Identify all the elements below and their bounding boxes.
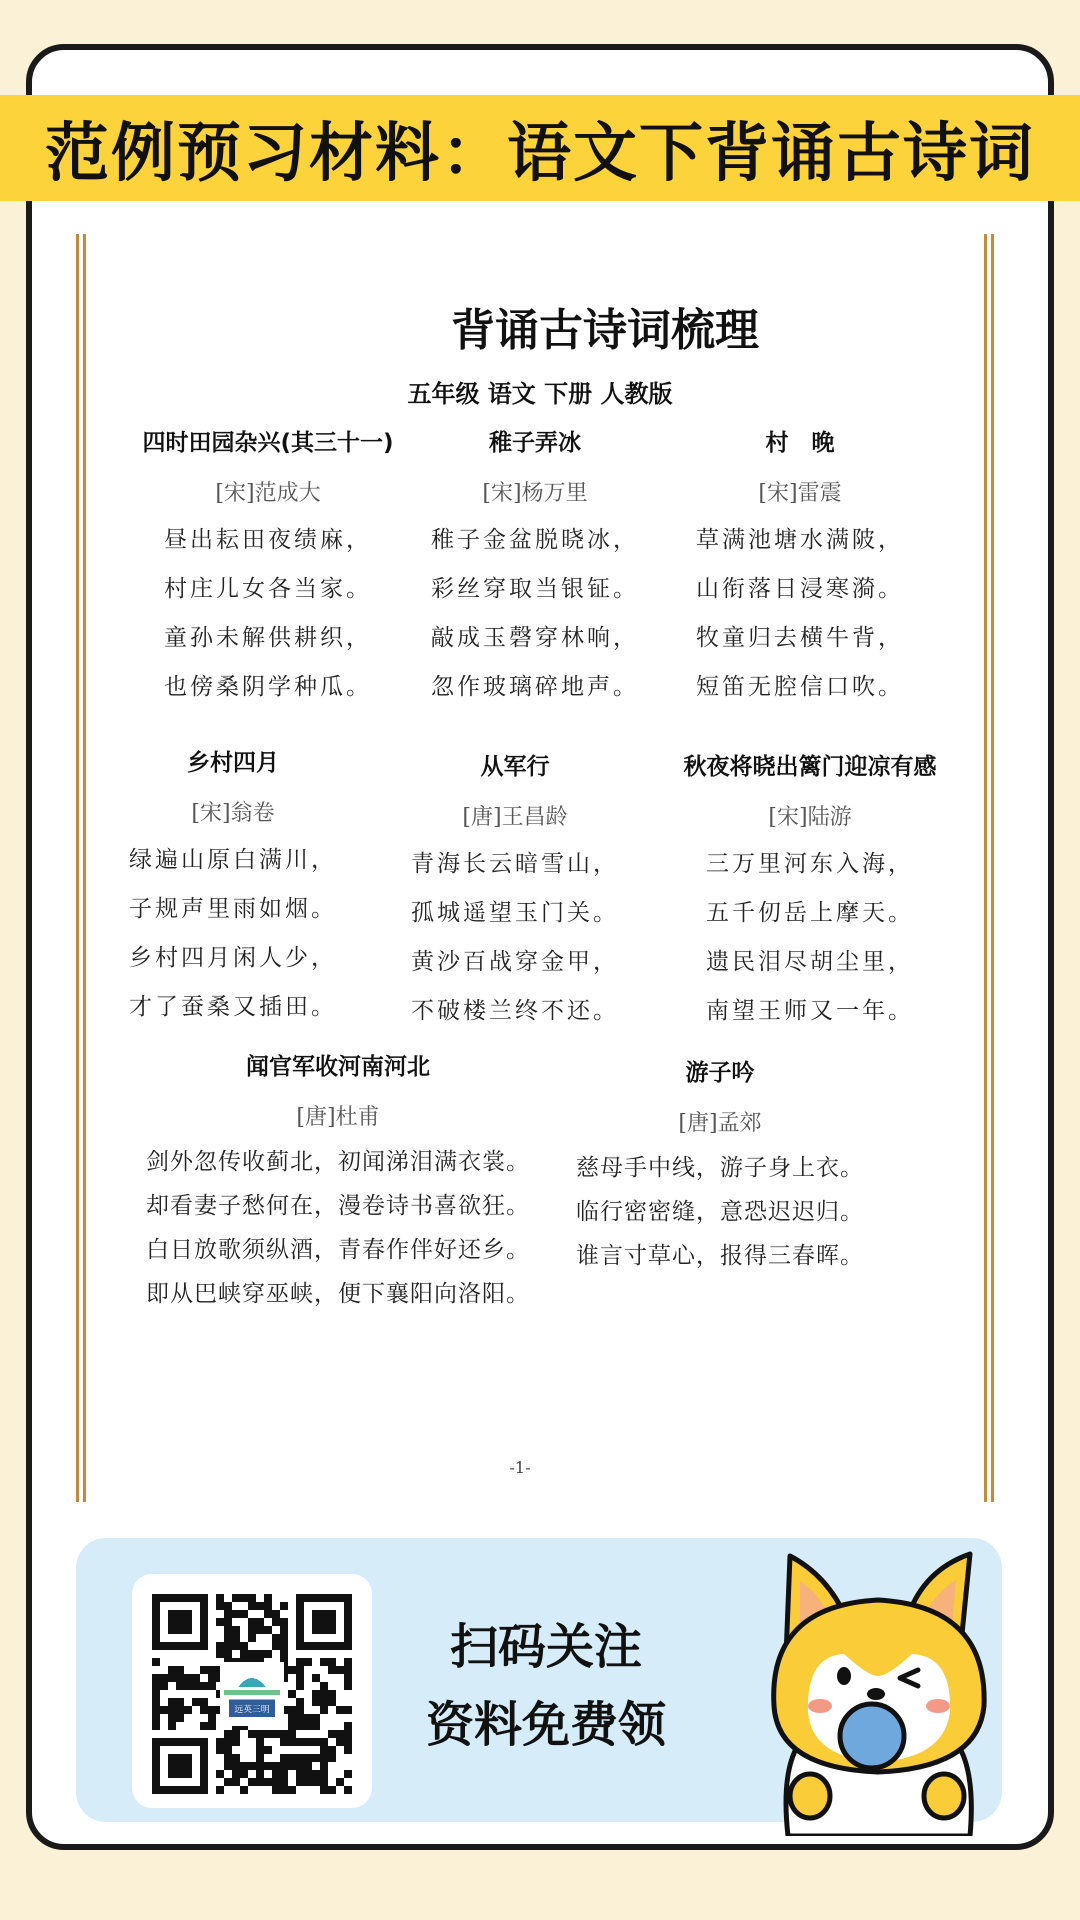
poem-title: 秋夜将晓出篱门迎凉有感 [683,754,937,780]
poem-line: 昼出耘田夜绩麻， [164,527,372,553]
poem-block [415,426,655,712]
poem-line: 三万里河东入海， [706,851,914,877]
poem-author: [宋]翁卷 [191,801,275,826]
poem-line: 忽作玻璃碎地声。 [431,674,639,700]
poem-title: 四时田园杂兴(其三十一) [142,430,394,456]
poem-line: 剑外忽传收蓟北，初闻涕泪满衣裳。 [146,1149,530,1175]
poem-line: 短笛无腔信口吹。 [696,674,904,700]
poem-line: 牧童归去横牛背， [696,625,904,651]
poem-line: 即从巴峡穿巫峡，便下襄阳向洛阳。 [146,1281,530,1307]
poem-block [660,750,960,1036]
poem-title: 稚子弄冰 [489,430,581,456]
poem-line: 黄沙百战穿金甲， [411,949,619,975]
poem-author: [宋]杨万里 [482,481,588,506]
poem-line: 五千仞岳上摩天。 [706,900,914,926]
poem-block [118,426,418,712]
poem-title: 闻官军收河南河北 [246,1054,430,1080]
poem-line: 青海长云暗雪山， [411,851,619,877]
document-subtitle: 五年级 语文 下册 人教版 [407,380,673,408]
poem-line: 也傍桑阴学种瓜。 [164,674,372,700]
poem-block [118,746,348,1032]
qr-code-image [152,1594,352,1794]
poem-author: [唐]杜甫 [296,1105,380,1130]
right-border-rule [991,234,994,1502]
poem-line: 孤城遥望玉门关。 [411,900,619,926]
banner-title: 范例预习材料：语文下背诵古诗词 [45,117,1035,191]
poem-line: 才了蚕桑又插田。 [129,994,337,1020]
page-number: -1- [509,1458,531,1477]
poem-line: 谁言寸草心，报得三春晖。 [576,1243,864,1269]
header-banner [0,95,1080,201]
poem-line: 遗民泪尽胡尘里， [706,949,914,975]
poem-title: 乡村四月 [187,750,279,776]
poem-block [128,1050,548,1316]
qr-code-card[interactable] [132,1574,372,1808]
poem-line: 乡村四月闲人少， [129,945,337,971]
shiba-dog-mascot-icon [748,1536,1008,1836]
poem-line: 慈母手中线，游子身上衣。 [576,1155,864,1181]
promo-panel [76,1538,1002,1822]
poem-title: 村 晚 [765,430,835,456]
poem-line: 却看妻子愁何在，漫卷诗书喜欲狂。 [146,1193,530,1219]
poem-line: 童孙未解供耕织， [164,625,372,651]
poem-line: 不破楼兰终不还。 [411,998,619,1024]
poem-block [680,426,920,712]
qr-badge-label: 远英三明 [234,1705,270,1715]
poem-line: 南望王师又一年。 [706,998,914,1024]
poem-author: [唐]孟郊 [678,1111,762,1136]
poem-line: 白日放歌须纵酒，青春作伴好还乡。 [146,1237,530,1263]
poem-line: 村庄儿女各当家。 [164,576,372,602]
poem-line: 子规声里雨如烟。 [129,896,337,922]
promo-line-free: 资料免费领 [425,1697,666,1753]
poem-author: [唐]王昌龄 [462,805,568,830]
poem-author: [宋]雷震 [758,481,842,506]
right-border-rule-inner [984,234,987,1502]
poem-line: 彩丝穿取当银钲。 [431,576,639,602]
poem-block [395,750,635,1036]
poem-line: 山衔落日浸寒漪。 [696,576,904,602]
poem-line: 临行密密缝，意恐迟迟归。 [576,1199,864,1225]
left-border-rule [76,234,79,1502]
poem-author: [宋]陆游 [768,805,852,830]
document-title: 背诵古诗词梳理 [451,305,759,356]
poem-line: 稚子金盆脱晓冰， [431,527,639,553]
poem-line: 草满池塘水满陂， [696,527,904,553]
poem-title: 从军行 [480,754,550,780]
promo-line-scan: 扫码关注 [449,1619,642,1675]
poem-title: 游子吟 [685,1060,755,1086]
left-border-rule-inner [83,234,86,1502]
poem-line: 敲成玉磬穿林响， [431,625,639,651]
poem-block [560,1056,880,1278]
poem-line: 绿遍山原白满川， [129,847,337,873]
poem-author: [宋]范成大 [215,481,321,506]
